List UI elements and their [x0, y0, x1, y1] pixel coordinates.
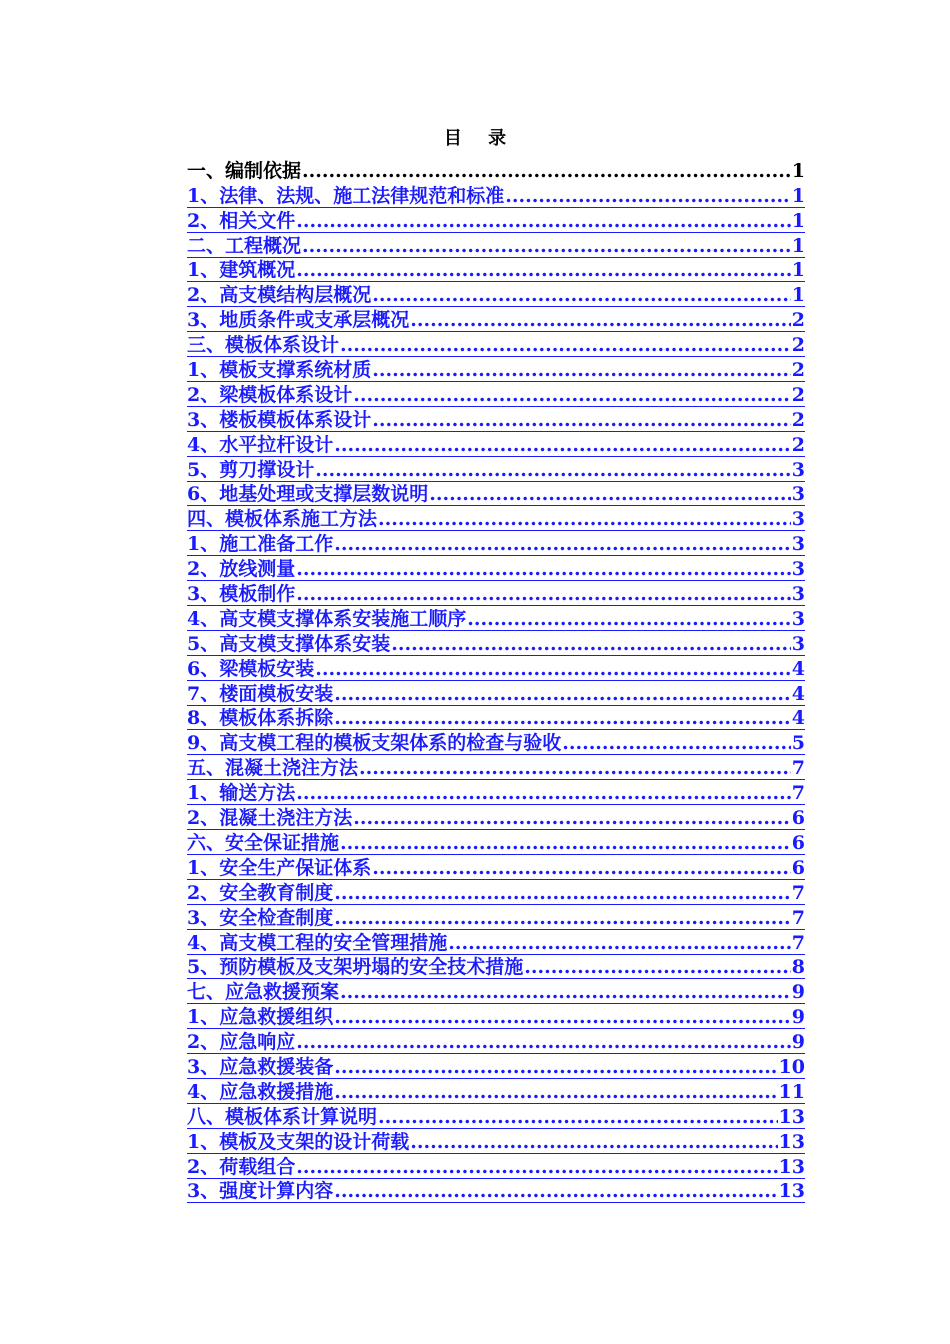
toc-entry[interactable] [187, 506, 805, 531]
toc-entry[interactable] [187, 606, 805, 631]
toc-dot-leader [296, 259, 791, 281]
toc-entry-label: 1、模板及支架的设计荷载 [187, 1130, 410, 1153]
toc-entry-page-number: 7 [791, 782, 805, 805]
toc-entry[interactable] [187, 233, 805, 258]
toc-dot-leader [378, 1106, 778, 1128]
toc-entry[interactable] [187, 1129, 805, 1154]
toc-dot-leader [562, 732, 791, 754]
toc-entry-page-number: 13 [778, 1180, 805, 1203]
toc-entry[interactable] [187, 631, 805, 656]
toc-entry[interactable] [187, 1179, 805, 1204]
toc-entry[interactable] [187, 780, 805, 805]
toc-entry[interactable] [187, 382, 805, 407]
toc-dot-leader [296, 1156, 777, 1178]
toc-entry[interactable] [187, 432, 805, 457]
toc-entry[interactable] [187, 880, 805, 905]
toc-entry-page-number: 9 [791, 1006, 805, 1029]
toc-entry[interactable] [187, 1104, 805, 1129]
toc-entry-page-number: 1 [791, 159, 805, 182]
toc-entry-page-number: 2 [791, 334, 805, 357]
toc-entry[interactable] [187, 531, 805, 556]
toc-entry[interactable] [187, 183, 805, 208]
toc-entry[interactable] [187, 930, 805, 955]
toc-dot-leader [315, 459, 791, 481]
toc-entry-label: 4、水平拉杆设计 [187, 433, 334, 456]
toc-entry-label: 3、安全检查制度 [187, 906, 334, 929]
toc-entry-page-number: 3 [791, 458, 805, 481]
toc-entry-page-number: 10 [778, 1055, 805, 1078]
toc-entry-label: 2、安全教育制度 [187, 881, 334, 904]
toc-dot-leader [296, 782, 791, 804]
toc-entry-label: 一、编制依据 [187, 159, 302, 182]
toc-entry-page-number: 9 [791, 981, 805, 1004]
toc-entry-label: 八、模板体系计算说明 [187, 1105, 378, 1128]
toc-entry-page-number: 7 [791, 881, 805, 904]
toc-entry-label: 1、施工准备工作 [187, 533, 334, 556]
toc-entry-label: 1、应急救援组织 [187, 1006, 334, 1029]
toc-dot-leader [429, 483, 791, 505]
toc-entry[interactable] [187, 407, 805, 432]
toc-dot-leader [372, 284, 791, 306]
toc-entry-label: 2、荷载组合 [187, 1155, 296, 1178]
toc-dot-leader [505, 185, 791, 207]
toc-entry[interactable] [187, 755, 805, 780]
toc-entry-page-number: 3 [791, 483, 805, 506]
toc-entry-label: 二、工程概况 [187, 234, 302, 257]
toc-dot-leader [296, 1031, 791, 1053]
toc-dot-leader [524, 956, 791, 978]
toc-entry-label: 6、梁模板安装 [187, 657, 315, 680]
toc-entry-label: 2、应急响应 [187, 1031, 296, 1054]
toc-entry-label: 6、地基处理或支撑层数说明 [187, 483, 429, 506]
toc-dot-leader [391, 633, 791, 655]
toc-entry-page-number: 6 [791, 831, 805, 854]
toc-entry-label: 2、混凝土浇注方法 [187, 807, 353, 830]
toc-entry-page-number: 6 [791, 807, 805, 830]
toc-entry-label: 六、安全保证措施 [187, 831, 340, 854]
toc-dot-leader [334, 707, 791, 729]
toc-entry-label: 1、建筑概况 [187, 259, 296, 282]
toc-dot-leader [378, 508, 791, 530]
toc-dot-leader [372, 409, 791, 431]
toc-entry-label: 四、模板体系施工方法 [187, 508, 378, 531]
toc-entry-label: 5、高支模支撑体系安装 [187, 632, 391, 655]
toc-entry-page-number: 7 [791, 757, 805, 780]
toc-entry-label: 1、输送方法 [187, 782, 296, 805]
toc-dot-leader [302, 160, 791, 182]
toc-entry[interactable] [187, 258, 805, 283]
toc-entry-page-number: 1 [791, 184, 805, 207]
toc-entry[interactable] [187, 905, 805, 930]
toc-entry-label: 2、相关文件 [187, 209, 296, 232]
toc-dot-leader [410, 1131, 777, 1153]
toc-entry-label: 1、安全生产保证体系 [187, 856, 372, 879]
toc-entry-label: 1、模板支撑系统材质 [187, 359, 372, 382]
toc-entry-label: 5、预防模板及支架坍塌的安全技术措施 [187, 956, 524, 979]
toc-entry[interactable] [187, 581, 805, 606]
toc-entry-page-number: 1 [791, 259, 805, 282]
toc-entry-page-number: 3 [791, 607, 805, 630]
toc-dot-leader [296, 558, 791, 580]
toc-dot-leader [334, 907, 791, 929]
toc-entry-label: 2、放线测量 [187, 558, 296, 581]
toc-entry-page-number: 2 [791, 408, 805, 431]
toc-entry-label: 3、模板制作 [187, 583, 296, 606]
toc-entry[interactable] [187, 556, 805, 581]
toc-dot-leader [372, 359, 791, 381]
toc-dot-leader [334, 434, 791, 456]
toc-entry [187, 158, 805, 183]
toc-entry-page-number: 4 [791, 707, 805, 730]
toc-entry-label: 3、强度计算内容 [187, 1180, 334, 1203]
toc-dot-leader [340, 334, 791, 356]
toc-entry-page-number: 13 [778, 1130, 805, 1153]
toc-entry-page-number: 7 [791, 906, 805, 929]
toc-entry-page-number: 3 [791, 632, 805, 655]
toc-dot-leader [372, 857, 791, 879]
toc-entry[interactable] [187, 282, 805, 307]
toc-dot-leader [410, 309, 791, 331]
toc-entry-page-number: 8 [791, 956, 805, 979]
toc-entry[interactable] [187, 706, 805, 731]
toc-entry[interactable] [187, 332, 805, 357]
toc-entry-page-number: 2 [791, 433, 805, 456]
toc-entry-label: 7、楼面模板安装 [187, 682, 334, 705]
toc-entry[interactable] [187, 1079, 805, 1104]
toc-entry-label: 2、梁模板体系设计 [187, 383, 353, 406]
toc-entry-page-number: 2 [791, 309, 805, 332]
toc-entry[interactable] [187, 307, 805, 332]
toc-dot-leader [334, 1081, 777, 1103]
toc-entry-page-number: 7 [791, 931, 805, 954]
toc-entry-page-number: 4 [791, 657, 805, 680]
toc-dot-leader [334, 1006, 791, 1028]
toc-entry-label: 3、地质条件或支承层概况 [187, 309, 410, 332]
toc-entry-page-number: 3 [791, 558, 805, 581]
toc-entry[interactable] [187, 730, 805, 755]
toc-entry-page-number: 9 [791, 1031, 805, 1054]
toc-dot-leader [315, 658, 791, 680]
toc-dot-leader [353, 807, 791, 829]
toc-entry[interactable] [187, 1029, 805, 1054]
toc-dot-leader [353, 384, 791, 406]
toc-entry-page-number: 1 [791, 284, 805, 307]
toc-dot-leader [334, 1180, 777, 1202]
toc-dot-leader [340, 832, 791, 854]
toc-entry[interactable] [187, 681, 805, 706]
toc-dot-leader [302, 235, 791, 257]
toc-entry-page-number: 13 [778, 1155, 805, 1178]
toc-entry[interactable] [187, 357, 805, 382]
toc-entry-page-number: 3 [791, 533, 805, 556]
toc-entry-label: 2、高支模结构层概况 [187, 284, 372, 307]
toc-entry-page-number: 6 [791, 856, 805, 879]
toc-entry-label: 4、高支模支撑体系安装施工顺序 [187, 607, 467, 630]
toc-entry[interactable] [187, 208, 805, 233]
toc-entry-label: 9、高支模工程的模板支架体系的检查与验收 [187, 732, 562, 755]
toc-entry-page-number: 3 [791, 583, 805, 606]
toc-entry[interactable] [187, 805, 805, 830]
toc-dot-leader [448, 932, 791, 954]
toc-entry[interactable] [187, 1004, 805, 1029]
toc-entry-label: 8、模板体系拆除 [187, 707, 334, 730]
toc-dot-leader [340, 981, 791, 1003]
toc-dot-leader [359, 757, 791, 779]
toc-dot-leader [334, 533, 791, 555]
toc-entry-label: 五、混凝土浇注方法 [187, 757, 359, 780]
toc-dot-leader [467, 608, 791, 630]
toc-entry-page-number: 2 [791, 359, 805, 382]
toc-dot-leader [334, 683, 791, 705]
toc-dot-leader [334, 1056, 777, 1078]
toc-entry-label: 4、高支模工程的安全管理措施 [187, 931, 448, 954]
toc-entry-page-number: 13 [778, 1105, 805, 1128]
toc-entry[interactable] [187, 482, 805, 507]
toc-entry[interactable] [187, 955, 805, 980]
toc-entry[interactable] [187, 1154, 805, 1179]
toc-entry-page-number: 2 [791, 383, 805, 406]
toc-title: 目 录 [443, 128, 517, 149]
toc-entry-label: 3、楼板模板体系设计 [187, 408, 372, 431]
toc-entry-label: 3、应急救援装备 [187, 1055, 334, 1078]
toc-entry-page-number: 1 [791, 209, 805, 232]
toc-entry-page-number: 3 [791, 508, 805, 531]
toc-entry-label: 三、模板体系设计 [187, 334, 340, 357]
toc-dot-leader [334, 882, 791, 904]
toc-entry-label: 4、应急救援措施 [187, 1080, 334, 1103]
toc-entry-page-number: 4 [791, 682, 805, 705]
toc-dot-leader [296, 583, 791, 605]
toc-entry[interactable] [187, 855, 805, 880]
toc-entry-label: 七、应急救援预案 [187, 981, 340, 1004]
toc-entry[interactable] [187, 830, 805, 855]
toc-dot-leader [296, 210, 791, 232]
toc-entry[interactable] [187, 656, 805, 681]
toc-entry-page-number: 1 [791, 234, 805, 257]
table-of-contents [187, 158, 805, 1203]
toc-entry-page-number: 11 [778, 1080, 805, 1103]
toc-entry[interactable] [187, 1054, 805, 1079]
toc-entry-page-number: 5 [791, 732, 805, 755]
toc-entry[interactable] [187, 457, 805, 482]
toc-entry-label: 1、法律、法规、施工法律规范和标准 [187, 184, 505, 207]
toc-entry-label: 5、剪刀撑设计 [187, 458, 315, 481]
toc-entry[interactable] [187, 979, 805, 1004]
